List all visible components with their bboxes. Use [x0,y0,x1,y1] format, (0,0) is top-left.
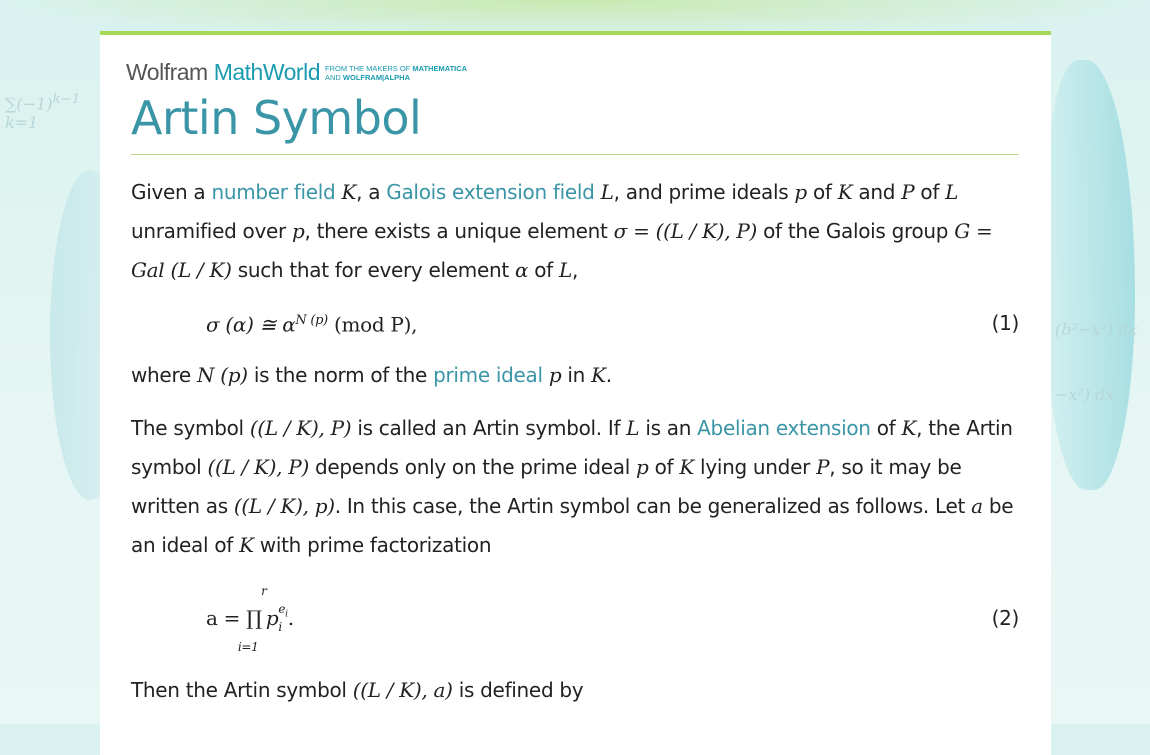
page-title: Artin Symbol [131,91,422,145]
paragraph-group [131,356,1021,565]
logo-wolfram: Wolfram [126,59,208,85]
paragraph [131,356,1021,395]
inline-math: p [291,219,305,243]
inline-math: ((L / K), a) [352,678,453,702]
link-prime-ideal[interactable]: prime ideal [433,363,543,387]
logo-tagline [325,64,467,82]
inline-math: K [591,363,606,387]
eq-part: a = ∏ [206,605,262,630]
eq-lower: i=1 [237,640,259,654]
text: and [852,180,902,204]
inline-math: p [548,363,562,387]
text: . [605,363,612,387]
inline-math: ((L / K), p) [233,494,335,518]
article-card [100,31,1051,755]
inline-math: L [626,416,640,440]
inline-math: a [971,494,983,518]
text: is defined by [452,678,584,702]
text: of [648,455,680,479]
inline-math: P [901,180,915,204]
decorative-shape-right [1045,60,1138,490]
text: of the Galois group [757,219,955,243]
decorative-formula: (b²−x²) dx [1055,320,1138,339]
inline-math: L [558,258,572,282]
tagline-2: AND [324,72,343,82]
paragraph [131,409,1021,565]
inline-math: L [600,180,614,204]
equation-2 [131,573,1021,663]
inline-math: σ = ((L / K), P) [613,219,758,243]
inline-math: P [816,455,830,479]
eq-sup-e: e [278,602,286,617]
inline-math: G = Gal (L / K) [131,219,993,282]
text: with prime factorization [253,533,492,557]
logo-mathworld: MathWorld [213,59,320,85]
text: be an ideal of [131,494,1014,557]
eq-part: p [265,605,279,630]
paragraph [131,173,1021,290]
eq-part: σ (α) ≅ α [206,312,296,337]
inline-math: K [239,533,254,557]
text: unramified over [131,219,292,243]
paragraph-group [131,173,1021,290]
text: of [528,258,559,282]
text: of [914,180,946,204]
title-divider [131,154,1019,155]
eq-sup: N (p) [295,313,328,329]
tagline-1: FROM THE MAKERS OF [324,63,413,73]
equation-1 [131,294,1021,352]
decorative-formula: −x²) dx [1055,385,1115,404]
inline-math: N (p) [196,363,248,387]
text: of [806,180,838,204]
equation-2-expr: a = ∏ r i=1 p $e_i$ i . [206,584,294,654]
text: in [561,363,592,387]
equation-1-expr [206,301,417,345]
text: , and prime ideals [613,180,795,204]
inline-math: K [901,416,917,440]
paragraph [131,671,1021,710]
eq-sub: i [278,619,282,634]
text: Given a [131,180,212,204]
inline-math: K [837,180,853,204]
inline-math: ((L / K), P) [207,455,309,479]
text: The symbol [131,416,250,440]
mathworld-logo[interactable] [126,59,467,86]
link-number-field[interactable]: number field [211,180,336,204]
equation-number: (2) [991,605,1019,630]
text: is an [639,416,698,440]
inline-math: p [794,180,807,204]
inline-math: ((L / K), P) [249,416,352,440]
link-galois-extension-field[interactable]: Galois extension field [386,180,595,204]
text: of [870,416,902,440]
eq-part: (mod P), [327,312,418,337]
text: such that for every element [231,258,515,282]
tagline-1-bold: MATHEMATICA [412,63,468,73]
text: is the norm of the [247,363,434,387]
inline-math: p [636,455,649,479]
tagline-2-bold: WOLFRAM|ALPHA [342,72,410,82]
text: , a [356,180,387,204]
link-abelian-extension[interactable]: Abelian extension [697,416,871,440]
text: depends only on the prime ideal [308,455,637,479]
text: , so it may be written as [131,455,962,518]
eq-sup [278,603,287,620]
text: is called an Artin symbol. If [351,416,627,440]
equation-number: (1) [991,310,1019,335]
text: where [131,363,197,387]
paragraph-group [131,671,1021,710]
text: . In this case, the Artin symbol can be generalized as follows. Let [334,494,972,518]
text: lying under [694,455,817,479]
decorative-sum: $\sum(-1)^{k-1}$ k=1 [5,92,81,133]
text: , there exists a unique element [304,219,614,243]
eq-sup-sub: i [285,609,288,620]
eq-upper: r [261,584,267,598]
inline-math: K [679,455,694,479]
inline-math: K [341,180,357,204]
article-body [131,173,1021,724]
eq-scripts [278,603,287,632]
inline-math: L [945,180,959,204]
text: Then the Artin symbol [131,678,353,702]
text: , [571,258,579,282]
inline-math: α [514,258,529,282]
text: , the Artin symbol [131,416,1013,479]
